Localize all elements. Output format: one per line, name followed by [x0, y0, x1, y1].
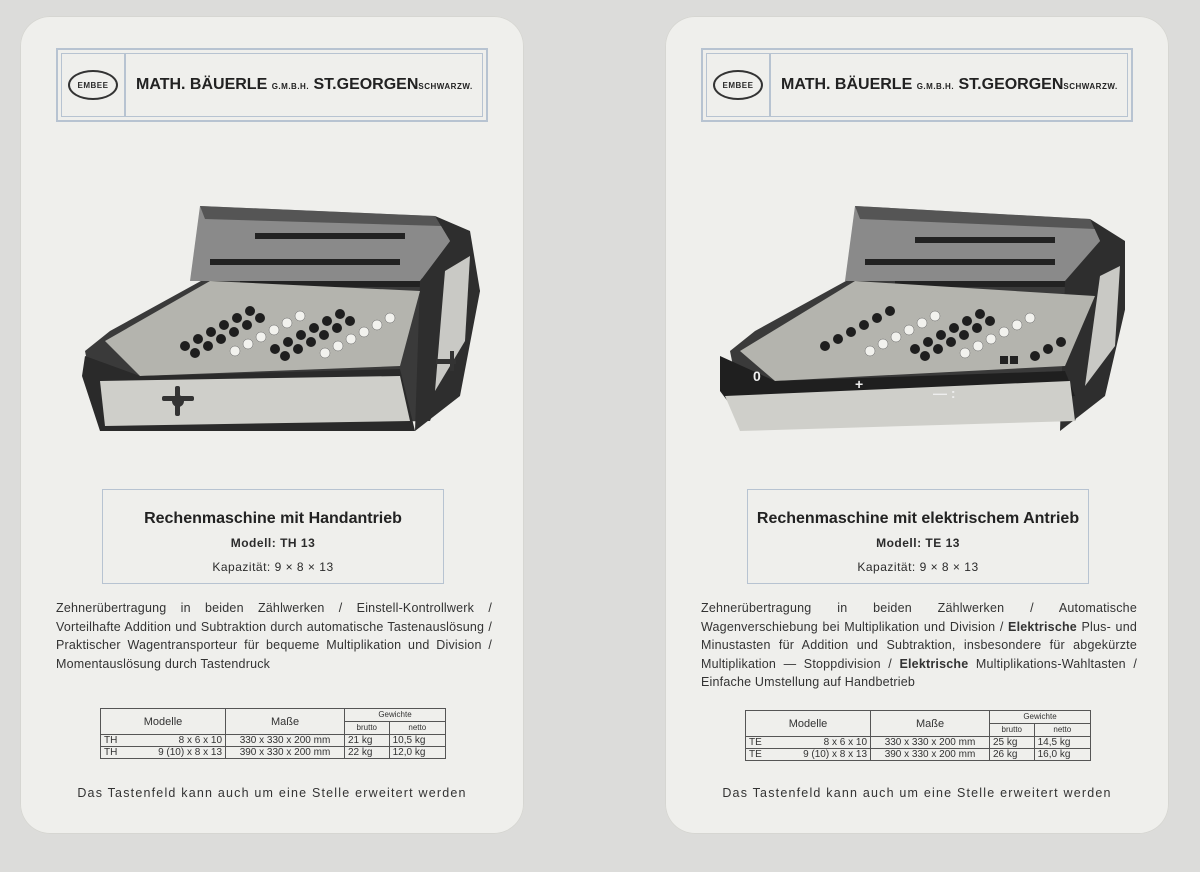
footer-note: Das Tastenfeld kann auch um eine Stelle erweitert werden: [77, 786, 467, 800]
product-model: Modell: TE 13: [876, 536, 960, 550]
product-title: Rechenmaschine mit elektrischem Antrieb: [756, 510, 1080, 527]
col-header-masse: Maße: [226, 709, 345, 735]
product-description: Zehnerübertragung in beiden Zählwerken / Automatische Wagenverschiebung bei Multiplikation und Division / Elektrische Plus- und Minustasten für Addition und Subtraktion, insbesondere für abgekürzte Multiplikation — Stoppdivision / Elektrische Multiplikations-Wahltasten / Einfache Umstellung auf Handbetrieb: [701, 601, 1137, 690]
table-row: TH 9 (10) x 8 x 13 390 x 330 x 200 mm 22 kg 12,0 kg: [101, 747, 446, 759]
product-description: Zehnerübertragung in beiden Zählwerken / Einstell-Kontrollwerk / Vorteilhafte Addition und Subtraktion durch automatische Tastenauslösung / Praktischer Wagentransporteur für bequeme Multiplikation und Division / Momentauslösung durch Tastendruck: [56, 601, 492, 671]
footer-note: Das Tastenfeld kann auch um eine Stelle erweitert werden: [722, 786, 1112, 800]
letterhead: [701, 48, 1133, 122]
logo-text: EMBEE: [77, 80, 109, 90]
electric-calculator-image: [715, 181, 1125, 456]
col-header-brutto: brutto: [990, 724, 1035, 737]
company-name: MATH. BÄUERLE G.M.B.H. ST.GEORGENSCHWARZW.: [781, 76, 1118, 93]
product-capacity: Kapazität: 9 × 8 × 13: [857, 560, 979, 574]
product-capacity: Kapazität: 9 × 8 × 13: [212, 560, 334, 574]
product-caption: [747, 489, 1089, 584]
col-header-netto: netto: [389, 722, 445, 735]
spec-table: [745, 710, 1091, 761]
col-header-brutto: brutto: [345, 722, 390, 735]
spec-table: [100, 708, 446, 759]
letterhead: [56, 48, 488, 122]
col-header-modelle: Modelle: [101, 709, 226, 735]
plus-key-label: +: [855, 376, 864, 392]
zero-key-label: 0: [753, 368, 761, 384]
col-header-modelle: Modelle: [746, 711, 871, 737]
embee-logo-icon: [713, 64, 763, 106]
embee-logo-icon: [68, 64, 118, 106]
company-name: MATH. BÄUERLE G.M.B.H. ST.GEORGENSCHWARZW.: [136, 76, 473, 93]
col-header-netto: netto: [1034, 724, 1090, 737]
product-model: Modell: TH 13: [230, 536, 316, 550]
col-header-gewichte: Gewichte: [345, 709, 446, 722]
table-row: TE 9 (10) x 8 x 13 390 x 330 x 200 mm 26 kg 16,0 kg: [746, 749, 1091, 761]
product-caption: [102, 489, 444, 584]
hand-crank-calculator-image: [70, 181, 480, 456]
logo-text: EMBEE: [722, 80, 754, 90]
brochure-page-te13: [665, 16, 1169, 834]
col-header-gewichte: Gewichte: [990, 711, 1091, 724]
table-row: TH 8 x 6 x 10 330 x 330 x 200 mm 21 kg 10,5 kg: [101, 735, 446, 747]
logo-box: [62, 54, 126, 116]
minus-key-label: — :: [933, 385, 956, 401]
logo-box: [707, 54, 771, 116]
product-title: Rechenmaschine mit Handantrieb: [144, 510, 402, 527]
brochure-page-th13: [20, 16, 524, 834]
table-row: TE 8 x 6 x 10 330 x 330 x 200 mm 25 kg 14,5 kg: [746, 737, 1091, 749]
col-header-masse: Maße: [871, 711, 990, 737]
